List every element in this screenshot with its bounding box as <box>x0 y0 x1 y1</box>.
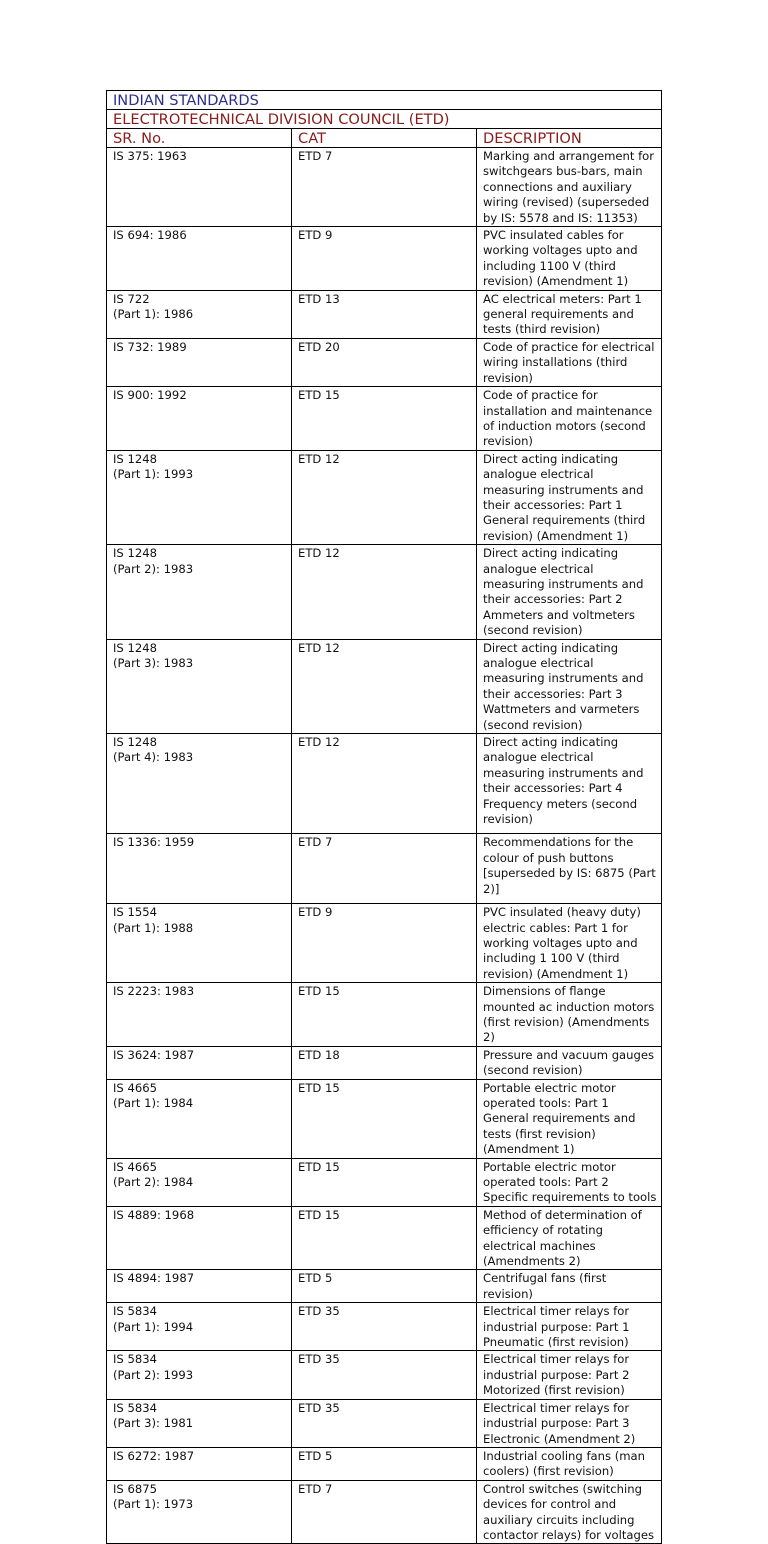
table-row <box>107 148 662 227</box>
table-body <box>107 148 662 1544</box>
standard-number-cell: IS 5834 (Part 2): 1993 <box>107 1351 292 1399</box>
category-cell: ETD 7 <box>292 834 477 904</box>
table-row <box>107 639 662 733</box>
standard-number-cell: IS 375: 1963 <box>107 148 292 227</box>
document-title: INDIAN STANDARDS <box>107 91 662 110</box>
category-cell: ETD 15 <box>292 1206 477 1270</box>
table-row <box>107 290 662 338</box>
table-row <box>107 983 662 1047</box>
table-row <box>107 734 662 834</box>
description-cell: Code of practice for electrical wiring installations (third revision) <box>477 338 662 386</box>
description-cell: Direct acting indicating analogue electrical measuring instruments and their accessories: Part 2 Ammeters and voltmeters (second revision) <box>477 545 662 639</box>
table-row <box>107 338 662 386</box>
subtitle-row <box>107 110 662 129</box>
standard-number-cell: IS 1248 (Part 1): 1993 <box>107 450 292 544</box>
standard-number-cell: IS 5834 (Part 1): 1994 <box>107 1303 292 1351</box>
category-cell: ETD 35 <box>292 1399 477 1447</box>
standards-table <box>106 90 662 1544</box>
description-cell: Recommendations for the colour of push buttons [superseded by IS: 6875 (Part 2)] <box>477 834 662 904</box>
description-cell: Pressure and vacuum gauges (second revision) <box>477 1046 662 1079</box>
category-cell: ETD 13 <box>292 290 477 338</box>
category-cell: ETD 9 <box>292 227 477 291</box>
standards-document <box>106 90 662 1544</box>
category-cell: ETD 12 <box>292 639 477 733</box>
standard-number-cell: IS 5834 (Part 3): 1981 <box>107 1399 292 1447</box>
description-cell: Centrifugal fans (first revision) <box>477 1270 662 1303</box>
table-row <box>107 1399 662 1447</box>
description-cell: Electrical timer relays for industrial purpose: Part 3 Electronic (Amendment 2) <box>477 1399 662 1447</box>
category-cell: ETD 12 <box>292 450 477 544</box>
column-header-row <box>107 129 662 148</box>
description-cell: PVC insulated cables for working voltages upto and including 1100 V (third revision) (Amendment 1) <box>477 227 662 291</box>
category-cell: ETD 5 <box>292 1270 477 1303</box>
description-cell: Portable electric motor operated tools: Part 2 Specific requirements to tools <box>477 1158 662 1206</box>
description-cell: Direct acting indicating analogue electrical measuring instruments and their accessories: Part 1 General requirements (third revision) (Amendment 1) <box>477 450 662 544</box>
description-cell: Dimensions of flange mounted ac induction motors (first revision) (Amendments 2) <box>477 983 662 1047</box>
category-cell: ETD 18 <box>292 1046 477 1079</box>
description-cell: Direct acting indicating analogue electrical measuring instruments and their accessories: Part 3 Wattmeters and varmeters (second revision) <box>477 639 662 733</box>
table-row <box>107 1158 662 1206</box>
table-row <box>107 1447 662 1480</box>
standard-number-cell: IS 6875 (Part 1): 1973 <box>107 1480 292 1544</box>
description-cell: PVC insulated (heavy duty) electric cables: Part 1 for working voltages upto and including 1 100 V (third revision) (Amendment 1) <box>477 904 662 983</box>
table-row <box>107 227 662 291</box>
table-row <box>107 1046 662 1079</box>
description-cell: Industrial cooling fans (man coolers) (first revision) <box>477 1447 662 1480</box>
description-cell: Electrical timer relays for industrial purpose: Part 1 Pneumatic (first revision) <box>477 1303 662 1351</box>
standard-number-cell: IS 694: 1986 <box>107 227 292 291</box>
table-row <box>107 1270 662 1303</box>
table-row <box>107 904 662 983</box>
standard-number-cell: IS 900: 1992 <box>107 387 292 451</box>
category-cell: ETD 12 <box>292 545 477 639</box>
standard-number-cell: IS 4665 (Part 2): 1984 <box>107 1158 292 1206</box>
table-row <box>107 450 662 544</box>
table-row <box>107 387 662 451</box>
standard-number-cell: IS 4665 (Part 1): 1984 <box>107 1079 292 1158</box>
category-cell: ETD 15 <box>292 1079 477 1158</box>
standard-number-cell: IS 4889: 1968 <box>107 1206 292 1270</box>
category-cell: ETD 15 <box>292 1158 477 1206</box>
standard-number-cell: IS 4894: 1987 <box>107 1270 292 1303</box>
table-row <box>107 1303 662 1351</box>
description-cell: Code of practice for installation and maintenance of induction motors (second revision) <box>477 387 662 451</box>
description-cell: AC electrical meters: Part 1 general requirements and tests (third revision) <box>477 290 662 338</box>
table-row <box>107 1206 662 1270</box>
table-row <box>107 545 662 639</box>
standard-number-cell: IS 6272: 1987 <box>107 1447 292 1480</box>
standard-number-cell: IS 732: 1989 <box>107 338 292 386</box>
description-cell: Control switches (switching devices for control and auxiliary circuits including contactor relays) for voltages <box>477 1480 662 1544</box>
category-cell: ETD 7 <box>292 1480 477 1544</box>
table-row <box>107 1079 662 1158</box>
description-cell: Marking and arrangement for switchgears bus-bars, main connections and auxiliary wiring (revised) (superseded by IS: 5578 and IS: 11353) <box>477 148 662 227</box>
category-cell: ETD 15 <box>292 983 477 1047</box>
description-cell: Portable electric motor operated tools: Part 1 General requirements and tests (first revision) (Amendment 1) <box>477 1079 662 1158</box>
category-cell: ETD 7 <box>292 148 477 227</box>
standard-number-cell: IS 1248 (Part 2): 1983 <box>107 545 292 639</box>
description-cell: Direct acting indicating analogue electrical measuring instruments and their accessories: Part 4 Frequency meters (second revision) <box>477 734 662 834</box>
description-cell: Electrical timer relays for industrial purpose: Part 2 Motorized (first revision) <box>477 1351 662 1399</box>
table-row <box>107 1480 662 1544</box>
standard-number-cell: IS 2223: 1983 <box>107 983 292 1047</box>
document-subtitle: ELECTROTECHNICAL DIVISION COUNCIL (ETD) <box>107 110 662 129</box>
standard-number-cell: IS 1248 (Part 4): 1983 <box>107 734 292 834</box>
category-cell: ETD 35 <box>292 1303 477 1351</box>
standard-number-cell: IS 1336: 1959 <box>107 834 292 904</box>
table-row <box>107 834 662 904</box>
description-cell: Method of determination of efficiency of rotating electrical machines (Amendments 2) <box>477 1206 662 1270</box>
standard-number-cell: IS 1248 (Part 3): 1983 <box>107 639 292 733</box>
category-cell: ETD 20 <box>292 338 477 386</box>
column-header-description: DESCRIPTION <box>477 129 662 148</box>
title-row <box>107 91 662 110</box>
column-header-cat: CAT <box>292 129 477 148</box>
category-cell: ETD 15 <box>292 387 477 451</box>
category-cell: ETD 12 <box>292 734 477 834</box>
category-cell: ETD 35 <box>292 1351 477 1399</box>
standard-number-cell: IS 3624: 1987 <box>107 1046 292 1079</box>
column-header-sr: SR. No. <box>107 129 292 148</box>
standard-number-cell: IS 722 (Part 1): 1986 <box>107 290 292 338</box>
category-cell: ETD 9 <box>292 904 477 983</box>
standard-number-cell: IS 1554 (Part 1): 1988 <box>107 904 292 983</box>
table-row <box>107 1351 662 1399</box>
category-cell: ETD 5 <box>292 1447 477 1480</box>
